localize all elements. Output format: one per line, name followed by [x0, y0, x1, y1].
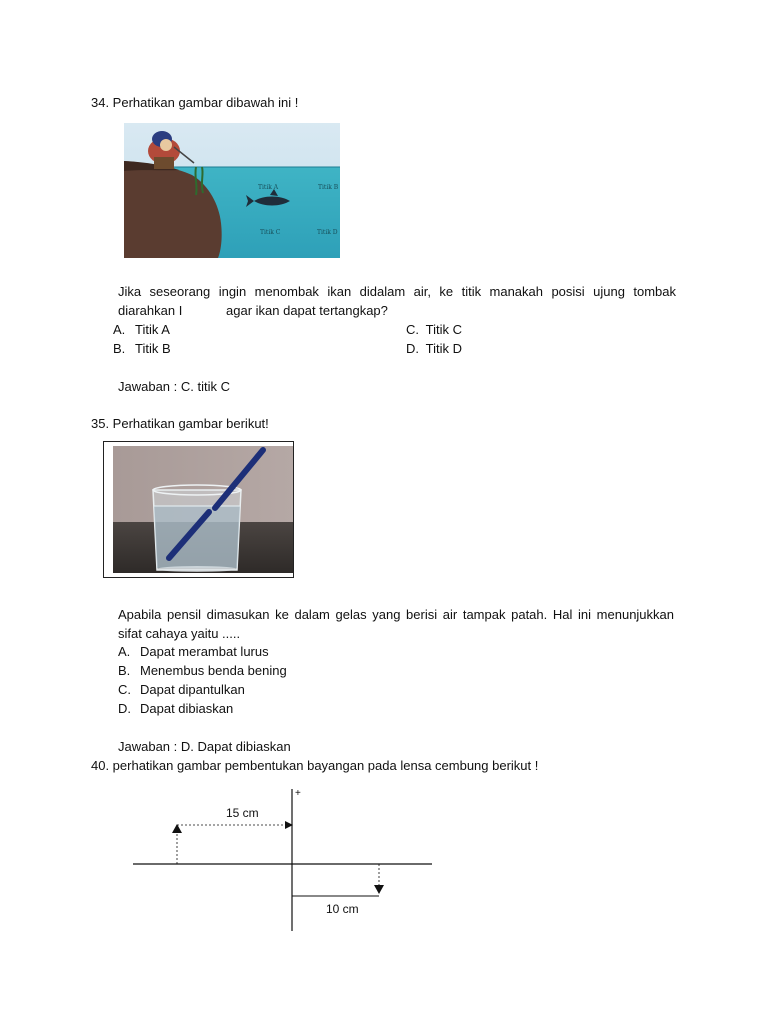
q34-option-d	[406, 341, 462, 356]
q35-option-a	[118, 644, 269, 659]
option-text: Titik D	[425, 341, 462, 356]
option-letter: D.	[406, 341, 419, 356]
option-letter: A.	[113, 322, 126, 337]
object-distance-label: 15 cm	[226, 806, 259, 820]
image-distance-label: 10 cm	[326, 902, 359, 916]
q34-label-titik-b: Titik B	[318, 184, 339, 191]
q34-option-c	[406, 322, 462, 337]
q34-option-a	[113, 322, 170, 337]
option-text: Dapat dipantulkan	[140, 682, 245, 697]
option-text: Titik C	[425, 322, 462, 337]
option-text: Titik B	[135, 341, 171, 356]
option-letter: B.	[113, 341, 126, 356]
q35-option-c	[118, 682, 245, 697]
q35-figure-frame	[103, 441, 294, 578]
q34-title: 34. Perhatikan gambar dibawah ini !	[91, 95, 299, 110]
option-text: Dapat dibiaskan	[140, 701, 234, 716]
option-letter: D.	[118, 701, 131, 716]
option-text: Dapat merambat lurus	[140, 644, 269, 659]
option-text: Titik A	[135, 322, 170, 337]
image-arrow-head	[374, 885, 384, 894]
q34-answer: Jawaban : C. titik C	[118, 379, 230, 394]
q35-option-b	[118, 663, 287, 678]
q34-question-line-2a: diarahkan I	[118, 303, 183, 318]
lens-plus-label: +	[295, 788, 301, 799]
option-text: Menembus benda bening	[140, 663, 287, 678]
q34-label-titik-d: Titik D	[317, 229, 338, 236]
q34-question-line-1: Jika seseorang ingin menombak ikan didalam air, ke titik manakah posisi ujung tombak	[118, 284, 676, 299]
q34-label-titik-c: Titik C	[260, 229, 281, 236]
q34-label-titik-a: Titik A	[258, 184, 279, 191]
q35-option-d	[118, 701, 234, 716]
option-letter: B.	[118, 663, 131, 678]
option-letter: A.	[118, 644, 131, 659]
q35-question-line-1: Apabila pensil dimasukan ke dalam gelas yang berisi air tampak patah. Hal ini menunjukkan	[118, 607, 674, 622]
q35-title: 35. Perhatikan gambar berikut!	[91, 416, 269, 431]
q35-figure-pencil-in-glass	[113, 446, 293, 573]
q35-question-line-2: sifat cahaya yaitu .....	[118, 626, 241, 641]
option-letter: C.	[118, 682, 131, 697]
q35-answer: Jawaban : D. Dapat dibiaskan	[118, 739, 291, 754]
option-letter: C.	[406, 322, 419, 337]
q34-question-line-2b: agar ikan dapat tertangkap?	[226, 303, 388, 318]
q34-option-b	[113, 341, 171, 356]
q40-figure-convex-lens-diagram	[130, 786, 440, 936]
q40-title: 40. perhatikan gambar pembentukan bayangan pada lensa cembung berikut !	[91, 758, 539, 773]
q34-figure-spearfishing	[124, 123, 340, 258]
